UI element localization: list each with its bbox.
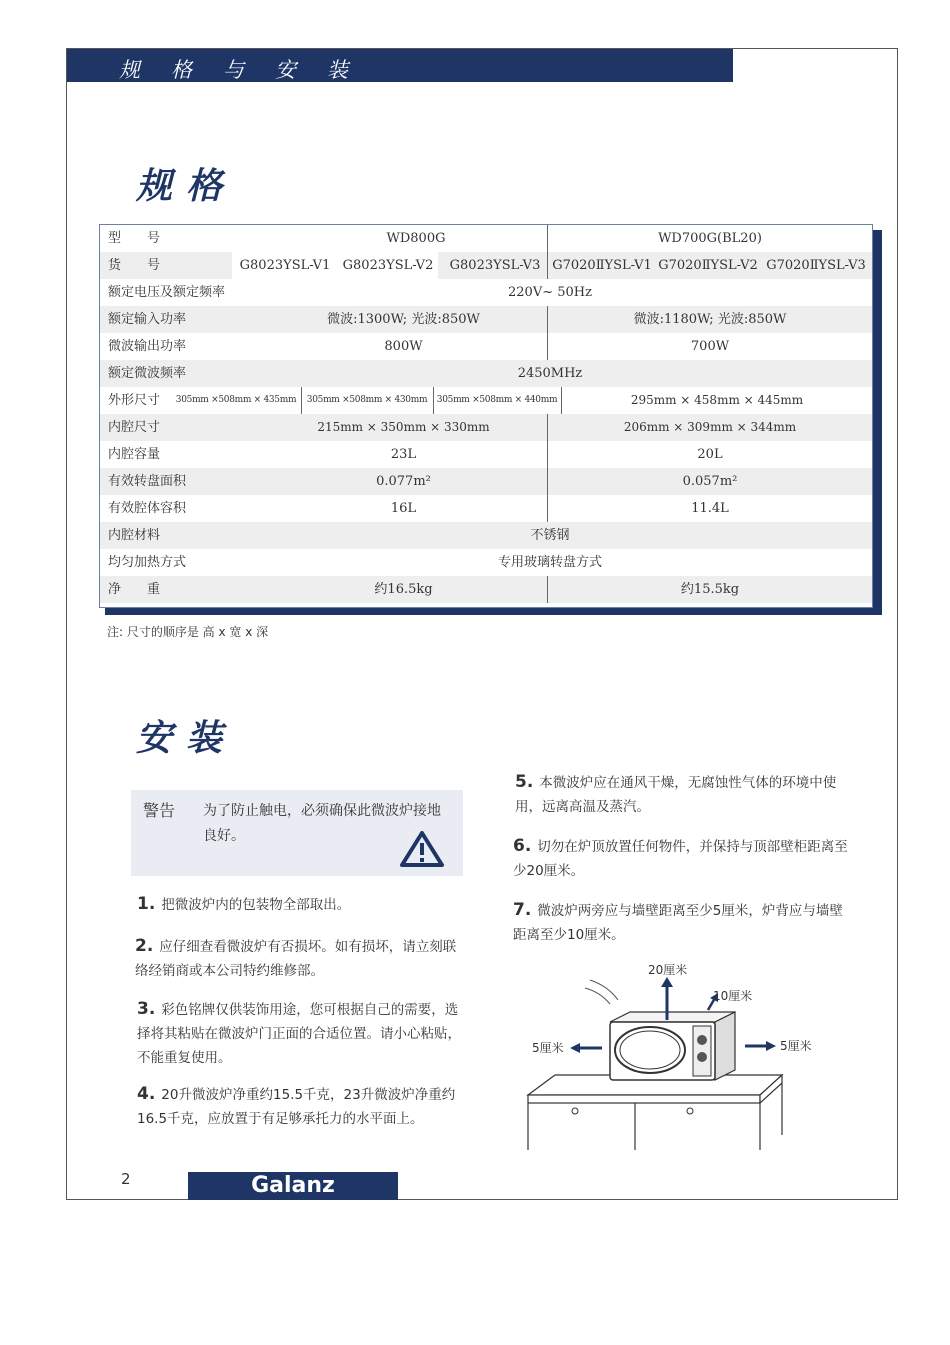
row-label: 均匀加热方式 bbox=[108, 555, 187, 570]
step-number: 7. bbox=[513, 900, 532, 920]
capacity-b: 20L bbox=[697, 447, 723, 462]
install-step bbox=[135, 934, 465, 983]
step-text: 微波炉两旁应与墙壁距离至少5厘米，炉背应与墙壁距离至少10厘米。 bbox=[513, 903, 843, 943]
clearance-diagram bbox=[520, 960, 820, 1150]
step-number: 1. bbox=[137, 894, 156, 914]
left-clearance-label: 5厘米 bbox=[532, 1041, 564, 1055]
sku-cell: G8023YSL-V2 bbox=[338, 252, 438, 279]
table-row-model bbox=[100, 225, 872, 252]
effective-volume-b: 11.4L bbox=[691, 501, 729, 516]
frequency-value: 2450MHz bbox=[517, 366, 583, 381]
brand-logo: Galanz bbox=[251, 1173, 335, 1198]
effective-volume-a: 16L bbox=[390, 501, 417, 516]
step-text: 本微波炉应在通风干燥，无腐蚀性气体的环境中使用，远离高温及蒸汽。 bbox=[515, 775, 837, 815]
output-power-b: 700W bbox=[690, 339, 730, 354]
row-label: 内腔尺寸 bbox=[108, 420, 161, 435]
row-label: 有效转盘面积 bbox=[108, 474, 187, 489]
model-b: WD700G(BL20) bbox=[658, 231, 762, 246]
sku-cell: G7020ⅡYSL-V2 bbox=[658, 258, 758, 273]
sku-cell: G8023YSL-V3 bbox=[449, 258, 541, 273]
table-row-weight bbox=[100, 576, 872, 603]
back-clearance-label: 10厘米 bbox=[713, 989, 753, 1003]
cabinet-illustration bbox=[528, 1075, 782, 1150]
row-label: 额定微波频率 bbox=[108, 366, 187, 381]
warning-box bbox=[131, 790, 463, 876]
sku-cell: G7020ⅡYSL-V1 bbox=[552, 258, 652, 273]
microwave-illustration bbox=[610, 1012, 735, 1080]
step-text: 把微波炉内的包装物全部取出。 bbox=[161, 897, 351, 913]
row-label: 外形尺寸 bbox=[108, 393, 161, 408]
brand-bar bbox=[188, 1172, 398, 1200]
row-label: 内腔材料 bbox=[108, 528, 161, 543]
right-clearance-label: 5厘米 bbox=[780, 1039, 812, 1053]
page-number: 2 bbox=[121, 1170, 131, 1188]
row-label: 货 号 bbox=[108, 258, 161, 273]
install-step bbox=[513, 834, 848, 883]
row-label: 内腔容量 bbox=[108, 447, 161, 462]
cavity-size-b: 206mm × 309mm × 344mm bbox=[623, 420, 797, 434]
step-number: 4. bbox=[137, 1084, 156, 1104]
right-arrow-icon bbox=[745, 1041, 776, 1051]
step-text: 切勿在炉顶放置任何物件，并保持与顶部壁柜距离至少20厘米。 bbox=[513, 839, 848, 879]
step-number: 6. bbox=[513, 836, 532, 856]
warning-triangle-icon bbox=[399, 830, 445, 868]
table-row-effective-volume bbox=[100, 495, 872, 522]
outer-size-a3: 305mm ×508mm × 440mm bbox=[436, 395, 558, 405]
input-power-a: 微波:1300W; 光波:850W bbox=[327, 312, 480, 327]
install-step bbox=[137, 997, 465, 1070]
spec-heading: 规格 bbox=[136, 165, 237, 207]
warning-title: 警告 bbox=[143, 801, 176, 820]
sku-cell: G7020ⅡYSL-V3 bbox=[766, 258, 866, 273]
step-text: 应仔细查看微波炉有否损坏。如有损坏，请立刻联络经销商或本公司特约维修部。 bbox=[135, 939, 457, 979]
table-row-output-power bbox=[100, 333, 872, 360]
step-number: 2. bbox=[135, 936, 154, 956]
spec-note: 注: 尺寸的顺序是 高 x 宽 x 深 bbox=[107, 625, 269, 639]
outer-size-a2: 305mm ×508mm × 430mm bbox=[306, 395, 428, 405]
table-row-material bbox=[100, 522, 872, 549]
top-clearance-label: 20厘米 bbox=[648, 963, 688, 977]
table-row-cavity-size bbox=[100, 414, 872, 441]
model-a: WD800G bbox=[386, 231, 446, 246]
heating-value: 专用玻璃转盘方式 bbox=[497, 555, 602, 570]
row-label: 微波输出功率 bbox=[108, 339, 187, 354]
outer-size-a1: 305mm ×508mm × 435mm bbox=[175, 395, 297, 405]
table-row-heating bbox=[100, 549, 872, 576]
output-power-a: 800W bbox=[384, 339, 423, 354]
table-row-sku bbox=[100, 252, 872, 279]
row-label: 额定输入功率 bbox=[108, 312, 187, 327]
table-row-capacity bbox=[100, 441, 872, 468]
table-row-turntable bbox=[100, 468, 872, 495]
warning-text: 为了防止触电，必须确保此微波炉接地良好。 bbox=[203, 803, 441, 844]
header-bar bbox=[67, 49, 733, 82]
header-title: 规格与安装 bbox=[119, 58, 379, 82]
install-step bbox=[137, 1082, 469, 1131]
material-value: 不锈钢 bbox=[530, 528, 570, 543]
row-label: 型 号 bbox=[108, 231, 161, 246]
table-row-input-power bbox=[100, 306, 872, 333]
step-text: 彩色铭牌仅供装饰用途，您可根据自己的需要，选择将其粘贴在微波炉门正面的合适位置。请小心粘贴，不能重复使用。 bbox=[137, 1002, 461, 1066]
step-text: 20升微波炉净重约15.5千克，23升微波炉净重约16.5千克，应放置于有足够承托力的水平面上。 bbox=[137, 1087, 456, 1127]
cavity-size-a: 215mm × 350mm × 330mm bbox=[317, 420, 490, 434]
voltage-value: 220V~ 50Hz bbox=[508, 285, 592, 300]
install-step bbox=[515, 770, 845, 819]
step-number: 3. bbox=[137, 999, 156, 1019]
row-label: 有效腔体容积 bbox=[108, 501, 187, 516]
weight-a: 约16.5kg bbox=[374, 582, 433, 597]
capacity-a: 23L bbox=[390, 447, 417, 462]
turntable-a: 0.077m² bbox=[376, 474, 431, 489]
table-row-frequency bbox=[100, 360, 872, 387]
spec-table bbox=[99, 224, 876, 611]
left-arrow-icon bbox=[570, 1043, 602, 1053]
sku-cell: G8023YSL-V1 bbox=[232, 252, 338, 279]
input-power-b: 微波:1180W; 光波:850W bbox=[633, 312, 787, 327]
install-heading: 安装 bbox=[136, 717, 237, 759]
table-row-voltage bbox=[100, 279, 872, 306]
install-step bbox=[137, 892, 467, 917]
table-row-outer-size bbox=[100, 387, 872, 414]
install-step bbox=[513, 898, 848, 947]
turntable-b: 0.057m² bbox=[682, 474, 738, 489]
row-label: 净 重 bbox=[108, 582, 161, 597]
outer-size-b: 295mm × 458mm × 445mm bbox=[630, 393, 804, 407]
row-label: 额定电压及额定频率 bbox=[108, 285, 226, 300]
step-number: 5. bbox=[515, 772, 534, 792]
weight-b: 约15.5kg bbox=[680, 582, 740, 597]
